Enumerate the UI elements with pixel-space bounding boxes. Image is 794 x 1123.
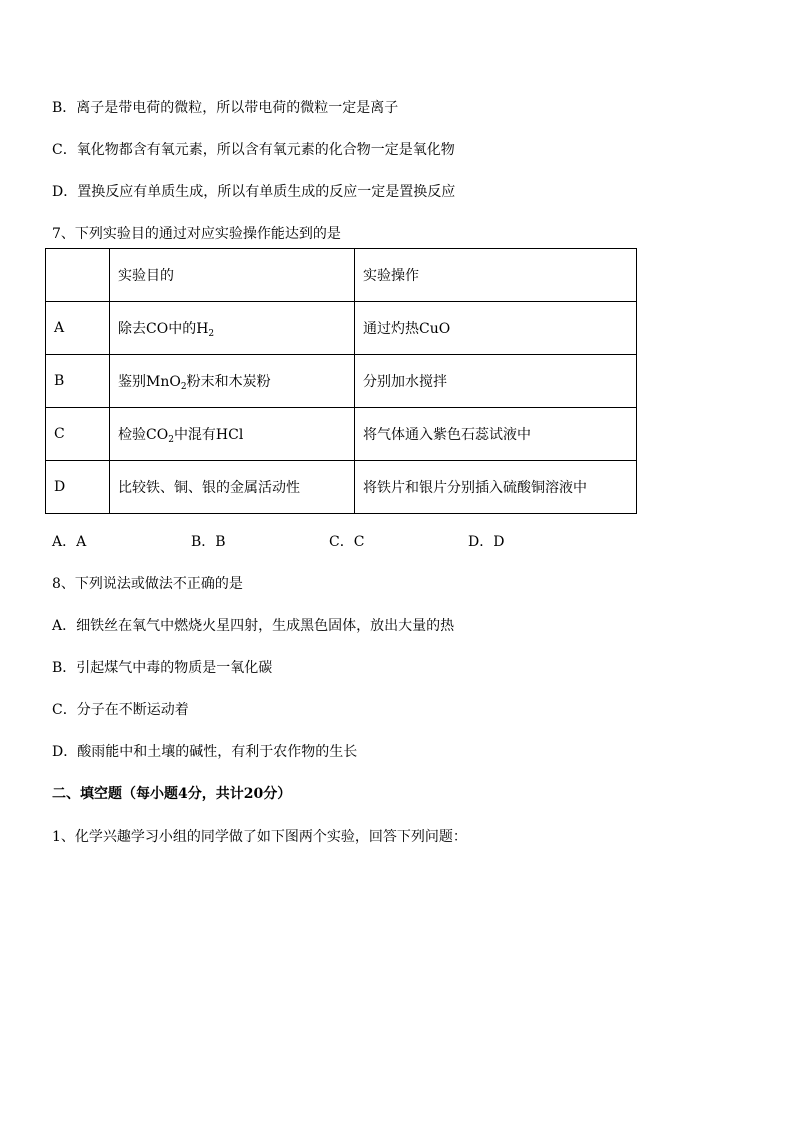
- table-row: [46, 408, 637, 461]
- purpose-subscript: 2: [168, 435, 174, 445]
- q8-stem: 8、下列说法或做法不正确的是: [52, 576, 243, 592]
- q7-answer-b[interactable]: B．B: [191, 534, 226, 550]
- row-purpose: [110, 355, 355, 408]
- purpose-text-after: 粉末和木炭粉: [186, 374, 271, 390]
- row-operation: 通过灼热CuO: [355, 302, 637, 355]
- q6-option-b: B．离子是带电荷的微粒，所以带电荷的微粒一定是离子: [52, 100, 399, 116]
- table-row: [46, 355, 637, 408]
- row-label: D: [46, 461, 110, 514]
- q8-option-c: C．分子在不断运动着: [52, 702, 189, 718]
- q7-stem: 7、下列实验目的通过对应实验操作能达到的是: [52, 226, 341, 242]
- q6-option-d: D．置换反应有单质生成，所以有单质生成的反应一定是置换反应: [52, 184, 456, 200]
- q7-answer-options: [52, 533, 612, 551]
- table-header-cell: 实验操作: [355, 249, 637, 302]
- purpose-text: 比较铁、铜、银的金属活动性: [118, 480, 300, 496]
- table-row: [46, 461, 637, 514]
- q8-option-a: A．细铁丝在氧气中燃烧火星四射，生成黑色固体，放出大量的热: [52, 618, 455, 634]
- row-label: B: [46, 355, 110, 408]
- row-label: C: [46, 408, 110, 461]
- row-purpose: [110, 408, 355, 461]
- section-heading: 二、填空题（每小题4分，共计20分）: [52, 786, 292, 802]
- purpose-text-after: 中混有HCl: [173, 427, 244, 443]
- row-label: A: [46, 302, 110, 355]
- purpose-text: 鉴别MnO: [118, 374, 181, 390]
- purpose-subscript: 2: [180, 382, 187, 392]
- row-operation: 将气体通入紫色石蕊试液中: [355, 408, 637, 461]
- q7-answer-c[interactable]: C．C: [329, 534, 365, 550]
- fill-question-1: 1、化学兴趣学习小组的同学做了如下图两个实验，回答下列问题：: [52, 829, 467, 845]
- purpose-subscript: 2: [208, 329, 215, 339]
- q8-option-b: B．引起煤气中毒的物质是一氧化碳: [52, 660, 273, 676]
- table-header-cell: [46, 249, 110, 302]
- table-header-cell: 实验目的: [110, 249, 355, 302]
- purpose-text: 除去CO中的H: [118, 321, 209, 337]
- row-purpose: [110, 302, 355, 355]
- row-operation: 将铁片和银片分别插入硫酸铜溶液中: [355, 461, 637, 514]
- experiment-table: [45, 248, 637, 514]
- q7-answer-a[interactable]: A．A: [52, 534, 87, 550]
- q8-option-d: D．酸雨能中和土壤的碱性，有利于农作物的生长: [52, 744, 358, 760]
- q6-option-c: C．氧化物都含有氧元素，所以含有氧元素的化合物一定是氧化物: [52, 142, 455, 158]
- table-header-row: [46, 249, 637, 302]
- row-purpose: [110, 461, 355, 514]
- table-row: [46, 302, 637, 355]
- purpose-text: 检验CO: [118, 427, 169, 443]
- row-operation: 分别加水搅拌: [355, 355, 637, 408]
- q7-answer-d[interactable]: D．D: [468, 534, 505, 550]
